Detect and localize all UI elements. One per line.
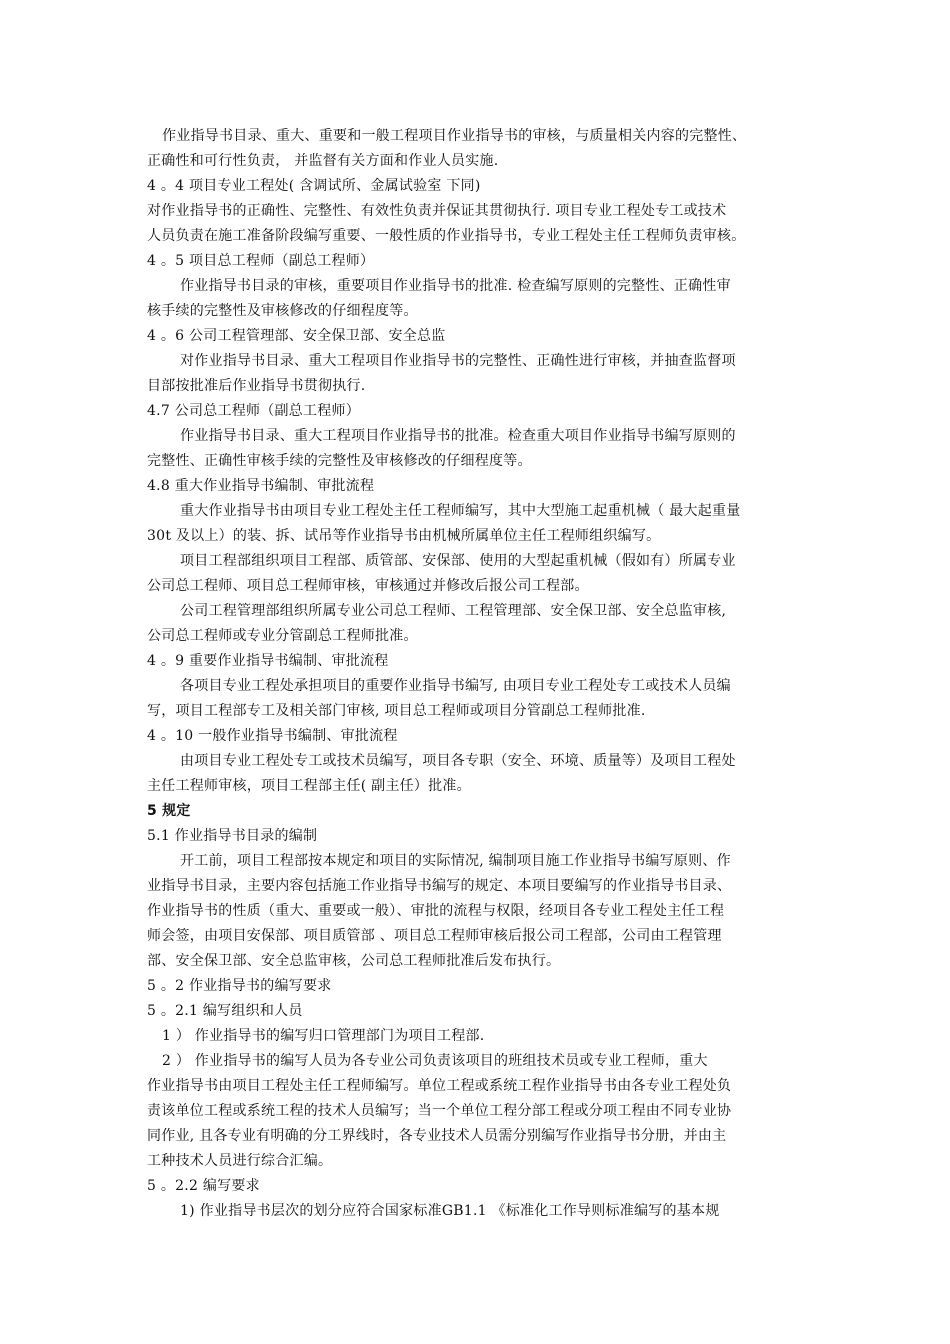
paragraph-line: 工种技术人员进行综合汇编。 [147, 1153, 333, 1169]
paragraph-line: 作业指导书的性质（重大、重要或一般）、审批的流程与权限，经项目各专业工程处主任工程 [147, 903, 725, 919]
paragraph-line: 项目工程部组织项目工程部、质管部、安保部、使用的大型起重机械（假如有）所属专业 [180, 553, 736, 569]
paragraph-line: 写，项目工程部专工及相关部门审核, 项目总工程师或项目分管副总工程师批准. [147, 703, 646, 719]
paragraph-line: 作业指导书目录、重大、重要和一般工程项目作业指导书的审核，与质量相关内容的完整性、 [162, 128, 747, 144]
paragraph-line: 对作业指导书目录、重大工程项目作业指导书的完整性、正确性进行审核，并抽查监督项 [180, 353, 736, 369]
list-item: 2 ） 作业指导书的编写人员为各专业公司负责该项目的班组技术员或专业工程师，重大 [162, 1053, 708, 1069]
paragraph-line: 同作业, 且各专业有明确的分工界线时，各专业技术人员需分别编写作业指导书分册，并由主 [147, 1128, 727, 1144]
paragraph-line: 人员负责在施工准备阶段编写重要、一般性质的作业指导书，专业工程处主任工程师负责审核。 [147, 228, 746, 244]
section-heading: 4 。6 公司工程管理部、安全保卫部、安全总监 [147, 328, 446, 344]
paragraph-line: 公司总工程师、项目总工程师审核，审核通过并修改后报公司工程部。 [147, 578, 589, 594]
paragraph-line: 公司总工程师或专业分管副总工程师批准。 [147, 628, 418, 644]
section-heading: 4.7 公司总工程师（副总工程师） [147, 403, 360, 419]
paragraph-line: 责该单位工程或系统工程的技术人员编写；当一个单位工程分部工程或分项工程由不同专业协 [147, 1103, 732, 1119]
paragraph-line: 由项目专业工程处专工或技术员编写，项目各专职（安全、环境、质量等）及项目工程处 [180, 753, 736, 769]
section-heading: 4 。9 重要作业指导书编制、审批流程 [147, 653, 389, 669]
paragraph-line: 作业指导书目录、重大工程项目作业指导书的批准。检查重大项目作业指导书编写原则的 [180, 428, 736, 444]
paragraph-line: 对作业指导书的正确性、完整性、有效性负责并保证其贯彻执行. 项目专业工程处专工或技术 [147, 203, 727, 219]
paragraph-line: 30t 及以上）的装、拆、试吊等作业指导书由机械所属单位主任工程师组织编写。 [147, 528, 661, 544]
section-heading: 4.8 重大作业指导书编制、审批流程 [147, 478, 375, 494]
paragraph-line: 部、安全保卫部、安全总监审核，公司总工程师批准后发布执行。 [147, 953, 561, 969]
section-heading: 4 。10 一般作业指导书编制、审批流程 [147, 728, 398, 744]
paragraph-line: 作业指导书由项目工程处主任工程师编写。单位工程或系统工程作业指导书由各专业工程处负 [147, 1078, 732, 1094]
subsection-heading: 5 。2.1 编写组织和人员 [147, 1003, 303, 1019]
list-item: 1) 作业指导书层次的划分应符合国家标准GB1.1 《标准化工作导则标准编写的基本规 [180, 1203, 720, 1219]
paragraph-line: 重大作业指导书由项目专业工程处主任工程师编写，其中大型施工起重机械（ 最大起重量 [180, 503, 741, 519]
paragraph-line: 师会签，由项目安保部、项目质管部 、项目总工程师审核后报公司工程部，公司由工程管理 [147, 928, 722, 944]
paragraph-line: 核手续的完整性及审核修改的仔细程度等。 [147, 303, 418, 319]
paragraph-line: 各项目专业工程处承担项目的重要作业指导书编写, 由项目专业工程处专工或技术人员编 [180, 678, 731, 694]
subsection-heading: 5 。2.2 编写要求 [147, 1178, 260, 1194]
list-item: 1 ） 作业指导书的编写归口管理部门为项目工程部. [162, 1028, 485, 1044]
paragraph-line: 完整性、正确性审核手续的完整性及审核修改的仔细程度等。 [147, 453, 532, 469]
paragraph-line: 作业指导书目录的审核，重要项目作业指导书的批准. 检查编写原则的完整性、正确性审 [180, 278, 731, 294]
paragraph-line: 公司工程管理部组织所属专业公司总工程师、工程管理部、安全保卫部、安全总监审核, [180, 603, 727, 619]
section-heading: 4 。5 项目总工程师（副总工程师） [147, 253, 375, 269]
paragraph-line: 业指导书目录，主要内容包括施工作业指导书编写的规定、本项目要编写的作业指导书目录、 [147, 878, 732, 894]
paragraph-line: 主任工程师审核，项目工程部主任( 副主任）批准。 [147, 778, 471, 794]
paragraph-line: 目部按批准后作业指导书贯彻执行. [147, 378, 366, 394]
section-heading: 4 。4 项目专业工程处( 含调试所、金属试验室 下同) [147, 178, 481, 194]
document-body [147, 124, 837, 1224]
chapter-heading: 5 规定 [147, 803, 191, 819]
section-heading: 5 。2 作业指导书的编写要求 [147, 978, 332, 994]
paragraph-line: 正确性和可行性负责， 并监督有关方面和作业人员实施. [147, 153, 499, 169]
section-heading: 5.1 作业指导书目录的编制 [147, 828, 318, 844]
paragraph-line: 开工前，项目工程部按本规定和项目的实际情况, 编制项目施工作业指导书编写原则、作 [180, 853, 731, 869]
